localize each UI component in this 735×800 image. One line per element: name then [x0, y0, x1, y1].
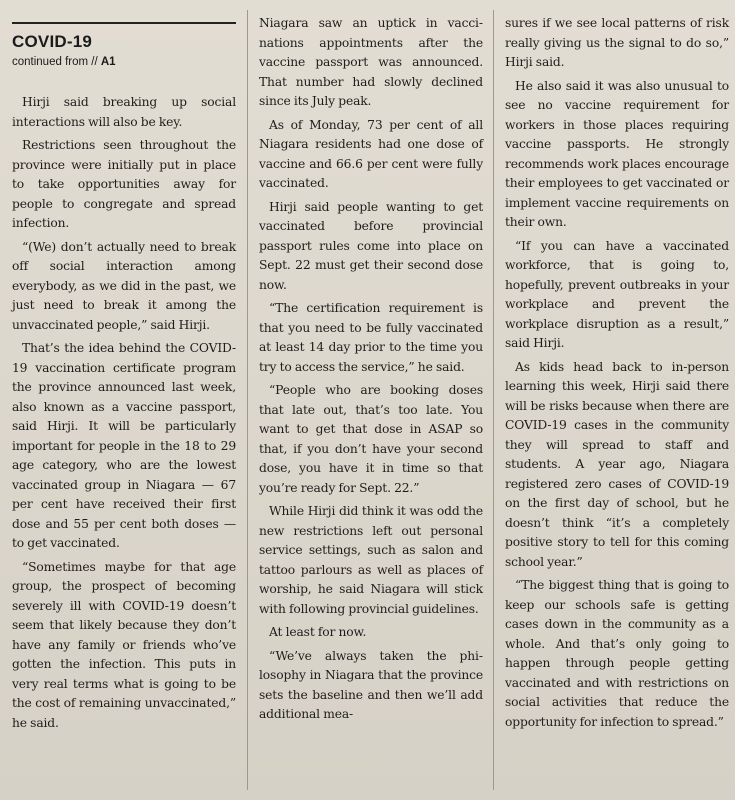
- paragraph: While Hirji did think it was odd the new restrictions left out personal service settings, such as salon and tattoo parlours as well as places of worship, he said Niagara will stick with following provincial guidelines.: [259, 504, 483, 616]
- paragraph: He also said it was also unusual to see no vaccine requirement for workers in those places requiring vaccine passports. He strongly recommends work places encourage their employees to get vaccinated or implement vaccine requirements on their own.: [505, 78, 729, 229]
- paragraph: At least for now.: [269, 625, 367, 639]
- continued-label: continued from //: [12, 56, 98, 68]
- paragraph: Hirji said people wanting to get vaccinated before provincial passport rules come into place on Sept. 22 must get their second dose now.: [259, 199, 483, 292]
- paragraph: sures if we see local patterns of risk really giving us the signal to do so,” Hirji said.: [505, 16, 729, 69]
- paragraph: “We’ve always taken the philosophy in Niagara that the province sets the baseline and then we’ll add additional mea-: [259, 648, 483, 721]
- paragraph: “(We) don’t actually need to break off social interaction among everybody, as we did in the past, we just need to break it among the unvaccinated people,” said Hirji.: [12, 239, 236, 332]
- paragraph: Hirji said breaking up social interactions will also be key.: [12, 95, 236, 129]
- article-column-1: [12, 93, 236, 737]
- paragraph: “If you can have a vaccinated workforce, that is going to, hopefully, prevent outbreaks in your workplace and prevent the workplace disruption as a result,” said Hirji.: [505, 238, 729, 350]
- section-top-rule: [12, 22, 236, 24]
- column-divider: [247, 10, 248, 790]
- paragraph: “The biggest thing that is going to keep our schools safe is getting cases down in the community as a whole. And that’s only going to happen through people getting vaccinated and with restrictions on social activities that reduce the opportunity for infection to spread.”: [505, 578, 729, 729]
- column-divider: [493, 10, 494, 790]
- paragraph: Niagara saw an uptick in vaccinations appointments after the vaccine passport was announced. That number had slowly declined since its July peak.: [259, 16, 483, 108]
- paragraph: “People who are booking doses that late out, that’s too late. You want to get that dose in ASAP so that, if you don’t have your second dose, you have it in time so that you’re ready for Sept. 22.”: [259, 383, 483, 495]
- continued-page-ref: A1: [100, 56, 116, 68]
- paragraph: Restrictions seen throughout the province were initially put in place to take opportunities away for people to congregate and spread infection.: [12, 138, 236, 230]
- paragraph: As of Monday, 73 per cent of all Niagara residents had one dose of vaccine and 66.6 per cent were fully vaccinated.: [259, 117, 483, 190]
- paragraph: That’s the idea behind the COVID-19 vaccination certificate program the province announced last week, also known as a vaccine passport, said Hirji. It will be particularly important for people in the 18 to 29 age category, who are the lowest vaccinated group in Niagara — 67 per cent have received their first dose and 55 per cent both doses — to get vaccinated.: [12, 341, 236, 550]
- paragraph: “Sometimes maybe for that age group, the prospect of becoming severely ill with COVID-19 doesn’t seem that likely because they don’t have any family or friends who’ve gotten the infection. This puts in very real terms what is going to be the cost of remaining unvaccinated,” he said.: [12, 559, 236, 730]
- paragraph: As kids head back to in-person learning this week, Hirji said there will be risks because when there are COVID-19 cases in the community they will spread to staff and students. A year ago, Niagara registered zero cases of COVID-19 on the first day of school, but he doesn’t think “it’s a completely positive story to tell for this coming school year.”: [505, 359, 729, 569]
- article-column-3: [505, 14, 729, 736]
- section-title: COVID-19: [12, 32, 93, 51]
- continued-from-line: [12, 56, 116, 68]
- paragraph: “The certification requirement is that you need to be fully vaccinated at least 14 day prior to the time you try to access the service,” he said.: [259, 301, 483, 374]
- article-column-2: [259, 14, 483, 729]
